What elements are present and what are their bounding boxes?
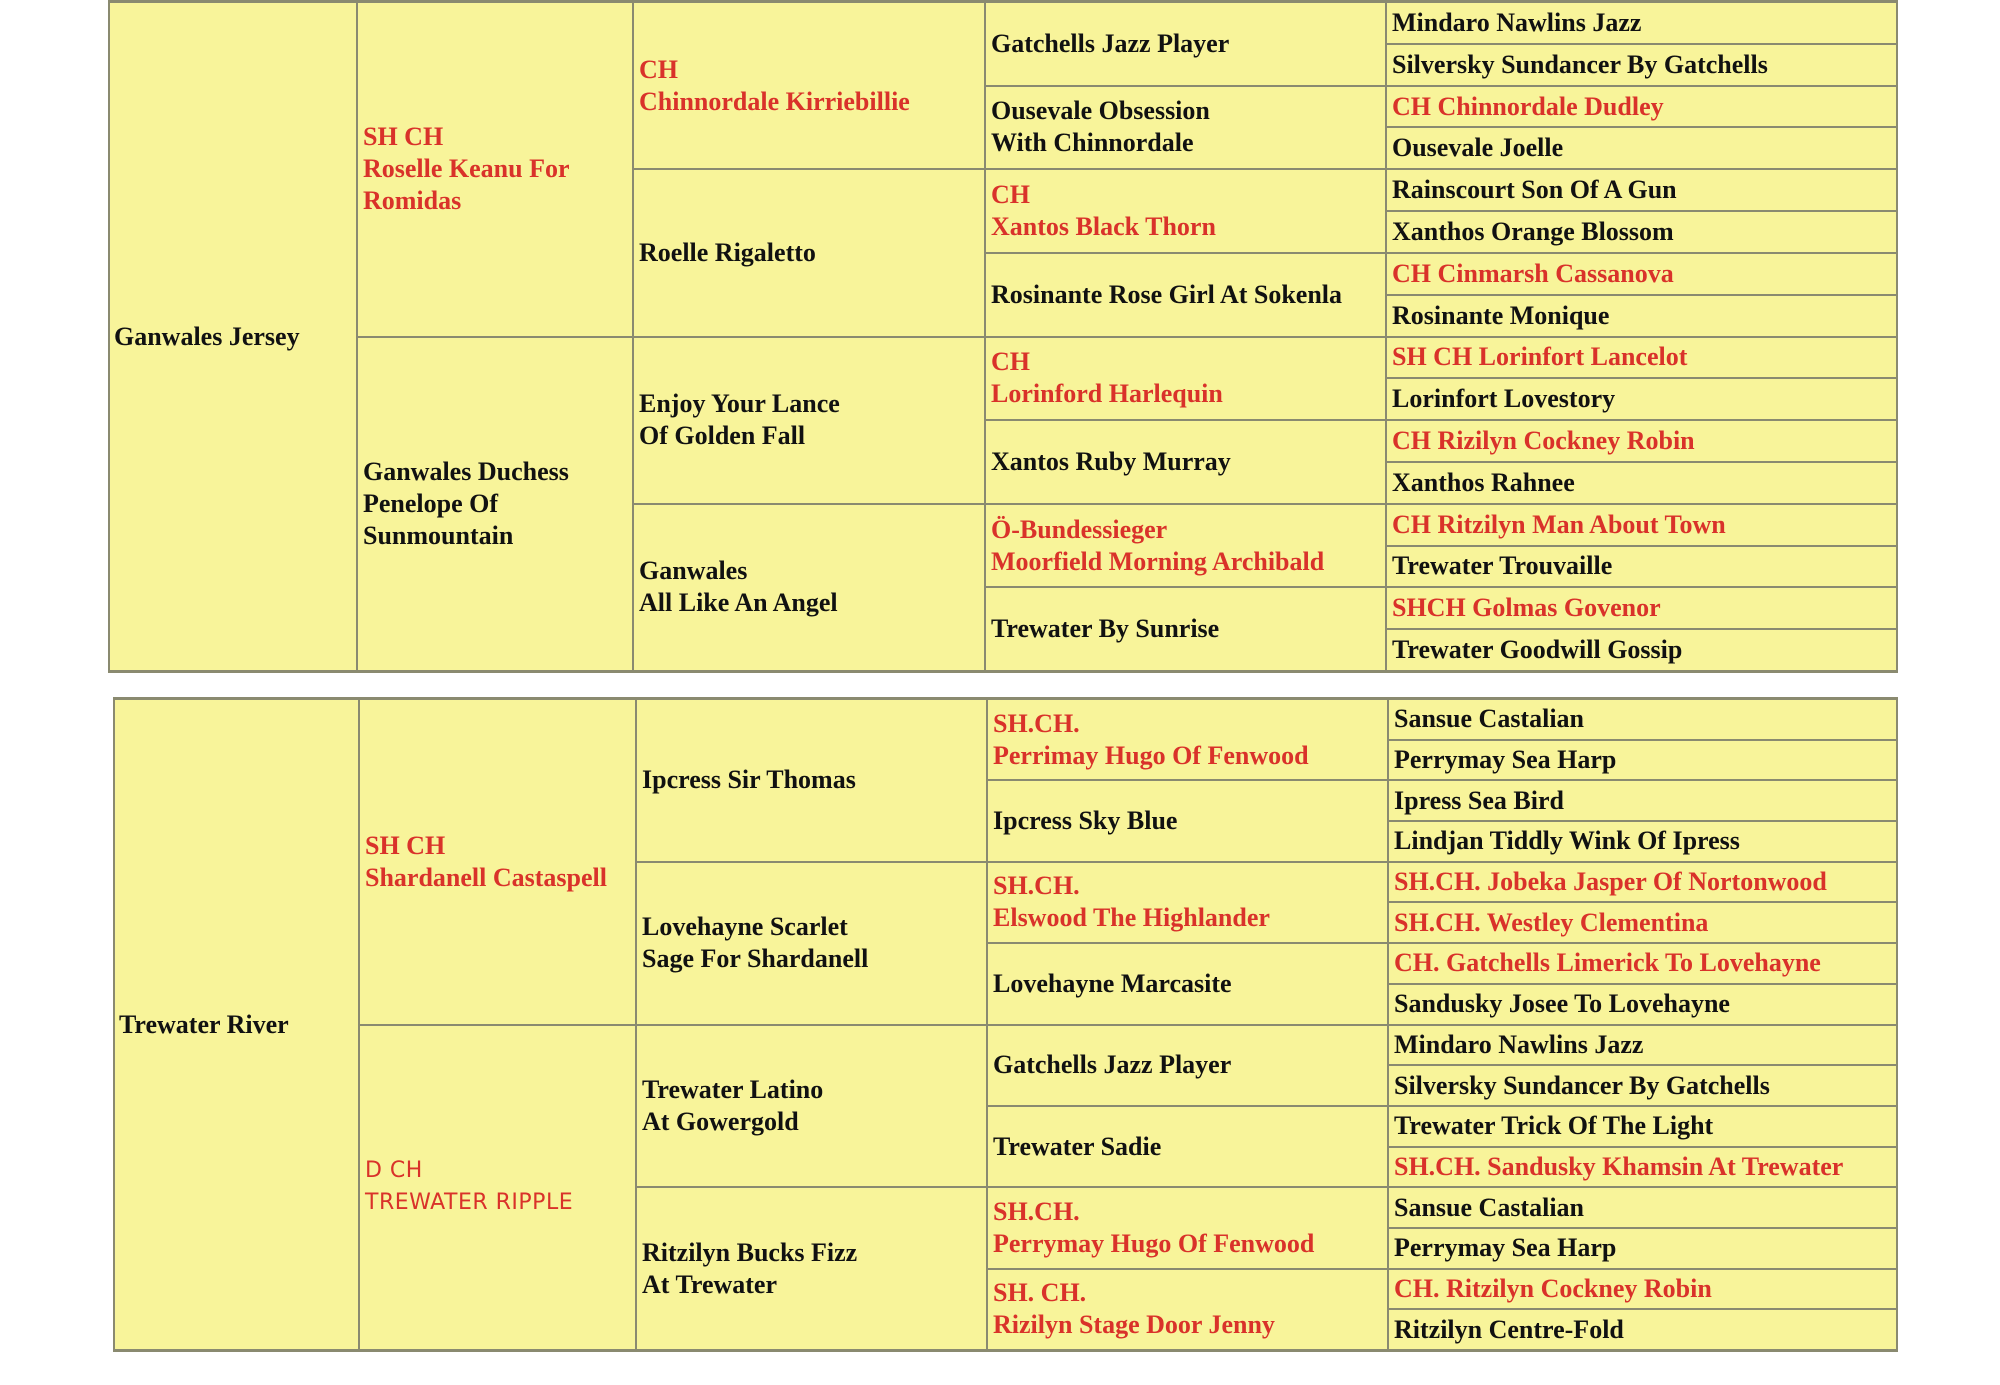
dog-name-line: Perrymay Hugo Of Fenwood — [993, 1228, 1315, 1258]
dog-name-line: Lorinford Harlequin — [991, 379, 1223, 409]
pedigree-1-gen5-cell-16 — [1386, 629, 1898, 671]
dog-name-line: Lorinfort Lovestory — [1392, 384, 1616, 414]
dog-name-line: Rizilyn Stage Door Jenny — [993, 1310, 1275, 1340]
dog-name-line: Perrymay Sea Harp — [1394, 1233, 1617, 1263]
pedigree-1-gen1-cell-1 — [108, 2, 357, 671]
dog-name-line: Lovehayne Marcasite — [993, 968, 1232, 998]
pedigree-1-gen5-cell-7 — [1386, 253, 1898, 295]
pedigree-2-gen5-cell-11 — [1388, 1106, 1898, 1147]
pedigree-1-gen4-cell-8 — [985, 587, 1386, 671]
pedigree-2-gen5-cell-4 — [1388, 821, 1898, 862]
dog-name-line: Sansue Castalian — [1394, 704, 1584, 734]
dog-name-line: Sunmountain — [363, 520, 514, 550]
dog-name-line: Xanthos Rahnee — [1392, 467, 1575, 497]
pedigree-table-1 — [108, 0, 1898, 673]
pedigree-2-gen3-cell-4 — [636, 1187, 987, 1350]
dog-name-line: Romidas — [363, 186, 462, 216]
dog-name-line: D CH — [365, 1158, 423, 1184]
dog-name-line: Ganwales Duchess — [363, 456, 569, 486]
dog-name-line: Ö-Bundessieger — [991, 514, 1168, 544]
pedigree-1-gen3-cell-1 — [633, 2, 985, 169]
dog-name-line: Sage For Shardanell — [642, 944, 869, 974]
dog-name-line: Silversky Sundancer By Gatchells — [1392, 49, 1768, 79]
pedigree-1-gen5-cell-8 — [1386, 295, 1898, 337]
dog-name-line: SH CH Lorinfort Lancelot — [1392, 342, 1688, 372]
pedigree-2-gen4-cell-5 — [987, 1025, 1388, 1106]
dog-name-line: SHCH Golmas Govenor — [1392, 593, 1661, 623]
dog-name-line: Gatchells Jazz Player — [993, 1050, 1232, 1080]
pedigree-2-gen5-cell-1 — [1388, 699, 1898, 740]
dog-name-line: Sansue Castalian — [1394, 1192, 1584, 1222]
pedigree-1-gen5-cell-4 — [1386, 127, 1898, 169]
pedigree-1-gen3-cell-2 — [633, 169, 985, 336]
dog-name-line: Gatchells Jazz Player — [991, 28, 1230, 58]
dog-name-line: Ousevale Obsession — [991, 96, 1210, 126]
dog-name-line: Ousevale Joelle — [1392, 133, 1564, 163]
dog-name-line: CH — [639, 54, 678, 84]
dog-name-line: SH CH — [365, 830, 446, 860]
dog-name-line: CH. Gatchells Limerick To Lovehayne — [1394, 948, 1821, 978]
dog-name-line: Xantos Ruby Murray — [991, 446, 1231, 476]
pedigree-2-gen4-cell-3 — [987, 862, 1388, 943]
pedigree-1-gen5-cell-14 — [1386, 546, 1898, 588]
dog-name-line: Rosinante Monique — [1392, 300, 1610, 330]
pedigree-2-gen2-cell-2 — [359, 1025, 636, 1351]
pedigree-2-gen4-cell-8 — [987, 1269, 1388, 1350]
dog-name-line: Trewater Goodwill Gossip — [1392, 635, 1683, 665]
pedigree-1-gen4-cell-7 — [985, 504, 1386, 588]
dog-name-line: SH.CH. Jobeka Jasper Of Nortonwood — [1394, 867, 1827, 897]
dog-name-line: Roelle Rigaletto — [639, 237, 816, 267]
dog-name-line: SH.CH. — [993, 871, 1080, 901]
pedigree-1-gen5-cell-12 — [1386, 462, 1898, 504]
dog-name-line: All Like An Angel — [639, 588, 838, 618]
dog-name-line: Sandusky Josee To Lovehayne — [1394, 989, 1730, 1019]
dog-name-line: Of Golden Fall — [639, 421, 806, 451]
dog-name-line: Mindaro Nawlins Jazz — [1394, 1029, 1644, 1059]
pedigree-2-gen5-cell-12 — [1388, 1147, 1898, 1188]
dog-name-line: Trewater Trick Of The Light — [1394, 1111, 1714, 1141]
dog-name-line: Ganwales — [639, 556, 748, 586]
pedigree-1-gen4-cell-2 — [985, 86, 1386, 170]
pedigree-1-gen5-cell-3 — [1386, 86, 1898, 128]
dog-name-line: Trewater Sadie — [993, 1131, 1162, 1161]
pedigree-2-gen5-cell-16 — [1388, 1309, 1898, 1350]
dog-name-line: CH — [991, 180, 1030, 210]
pedigree-2-gen5-cell-14 — [1388, 1228, 1898, 1269]
dog-name-line: Rosinante Rose Girl At Sokenla — [991, 279, 1343, 309]
dog-name-line: SH.CH. Westley Clementina — [1394, 907, 1709, 937]
dog-name-line: SH.CH. — [993, 1196, 1080, 1226]
pedigree-1-gen2-cell-1 — [357, 2, 633, 337]
dog-name-line: Mindaro Nawlins Jazz — [1392, 7, 1642, 37]
pedigree-2-gen5-cell-9 — [1388, 1025, 1898, 1066]
dog-name-line: CH Rizilyn Cockney Robin — [1392, 426, 1695, 456]
pedigree-2-gen4-cell-7 — [987, 1187, 1388, 1268]
pedigree-2-gen4-cell-2 — [987, 780, 1388, 861]
pedigree-1-gen4-cell-1 — [985, 2, 1386, 86]
dog-name-line: Lovehayne Scarlet — [642, 912, 848, 942]
dog-name-line: Xantos Black Thorn — [991, 212, 1216, 242]
dog-name-line: CH Cinmarsh Cassanova — [1392, 258, 1674, 288]
dog-name-line: Ritzilyn Centre-Fold — [1394, 1314, 1624, 1344]
dog-name-line: At Gowergold — [642, 1106, 799, 1136]
dog-name-line: Roselle Keanu For — [363, 154, 570, 184]
dog-name-line: Lindjan Tiddly Wink Of Ipress — [1394, 826, 1740, 856]
dog-name-line: Trewater By Sunrise — [991, 614, 1220, 644]
dog-name-line: Penelope Of — [363, 488, 499, 518]
dog-name-line: Elswood The Highlander — [993, 903, 1270, 933]
pedigree-1-gen5-cell-1 — [1386, 2, 1898, 44]
dog-name-line: At Trewater — [642, 1269, 778, 1299]
pedigree-table-2 — [113, 697, 1898, 1352]
pedigree-1-gen5-cell-11 — [1386, 420, 1898, 462]
pedigree-2-gen5-cell-5 — [1388, 862, 1898, 903]
pedigree-1-gen3-cell-4 — [633, 504, 985, 671]
pedigree-2-gen4-cell-6 — [987, 1106, 1388, 1187]
dog-name-line: Ritzilyn Bucks Fizz — [642, 1237, 858, 1267]
dog-name-line: CH Chinnordale Dudley — [1392, 91, 1664, 121]
dog-name-line: Moorfield Morning Archibald — [991, 546, 1325, 576]
pedigree-2-gen5-cell-3 — [1388, 780, 1898, 821]
pedigree-1-gen5-cell-13 — [1386, 504, 1898, 546]
dog-name-line: Shardanell Castaspell — [365, 862, 607, 892]
pedigree-1-gen5-cell-15 — [1386, 587, 1898, 629]
pedigree-1-gen5-cell-2 — [1386, 44, 1898, 86]
pedigree-2-gen3-cell-1 — [636, 699, 987, 862]
dog-name-line: Xanthos Orange Blossom — [1392, 216, 1674, 246]
dog-name-line: CH — [991, 347, 1030, 377]
pedigree-2-gen5-cell-15 — [1388, 1269, 1898, 1310]
pedigree-2-gen5-cell-6 — [1388, 902, 1898, 943]
pedigree-1-gen5-cell-5 — [1386, 169, 1898, 211]
pedigree-1-gen4-cell-6 — [985, 420, 1386, 504]
dog-name-line: Rainscourt Son Of A Gun — [1392, 175, 1677, 205]
pedigree-1-gen5-cell-10 — [1386, 378, 1898, 420]
pedigree-2-gen5-cell-2 — [1388, 740, 1898, 781]
pedigree-2-gen1-cell-1 — [113, 699, 359, 1350]
dog-name-line: SH.CH. — [993, 708, 1080, 738]
pedigree-1-gen4-cell-5 — [985, 337, 1386, 421]
dog-name-line: SH. CH. — [993, 1278, 1087, 1308]
pedigree-1-gen5-cell-9 — [1386, 337, 1898, 379]
pedigree-1-gen3-cell-3 — [633, 337, 985, 504]
dog-name-line: Silversky Sundancer By Gatchells — [1394, 1070, 1770, 1100]
pedigree-2-gen4-cell-1 — [987, 699, 1388, 780]
dog-name-line: With Chinnordale — [991, 128, 1194, 158]
dog-name-line: Trewater Latino — [642, 1074, 824, 1104]
dog-name-line: SH CH — [363, 122, 444, 152]
pedigree-1-gen4-cell-4 — [985, 253, 1386, 337]
dog-name-line: Ipcress Sir Thomas — [642, 765, 856, 795]
dog-name-line: Enjoy Your Lance — [639, 389, 840, 419]
pedigree-1-gen5-cell-6 — [1386, 211, 1898, 253]
dog-name-line: Ipcress Sky Blue — [993, 806, 1178, 836]
pedigree-2-gen4-cell-4 — [987, 943, 1388, 1024]
pedigree-2-gen3-cell-3 — [636, 1025, 987, 1188]
pedigree-2-gen5-cell-8 — [1388, 984, 1898, 1025]
dog-name-line: SH.CH. Sandusky Khamsin At Trewater — [1394, 1151, 1844, 1181]
pedigree-2-gen5-cell-7 — [1388, 943, 1898, 984]
dog-name-line: CH. Ritzilyn Cockney Robin — [1394, 1273, 1712, 1303]
dog-name-line: Ganwales Jersey — [114, 321, 300, 351]
pedigree-2-gen2-cell-1 — [359, 699, 636, 1025]
dog-name-line: Trewater Trouvaille — [1392, 551, 1613, 581]
pedigree-2-gen3-cell-2 — [636, 862, 987, 1025]
dog-name-line: TREWATER RIPPLE — [365, 1190, 574, 1216]
pedigree-1-gen2-cell-2 — [357, 337, 633, 672]
dog-name-line: Perrymay Sea Harp — [1394, 745, 1617, 775]
dog-name-line: Chinnordale Kirriebillie — [639, 86, 910, 116]
dog-name-line: Ipress Sea Bird — [1394, 785, 1564, 815]
pedigree-1-gen4-cell-3 — [985, 169, 1386, 253]
pedigree-2-gen5-cell-10 — [1388, 1065, 1898, 1106]
dog-name-line: Trewater River — [119, 1009, 289, 1039]
dog-name-line: CH Ritzilyn Man About Town — [1392, 509, 1726, 539]
dog-name-line: Perrimay Hugo Of Fenwood — [993, 740, 1309, 770]
pedigree-2-gen5-cell-13 — [1388, 1187, 1898, 1228]
